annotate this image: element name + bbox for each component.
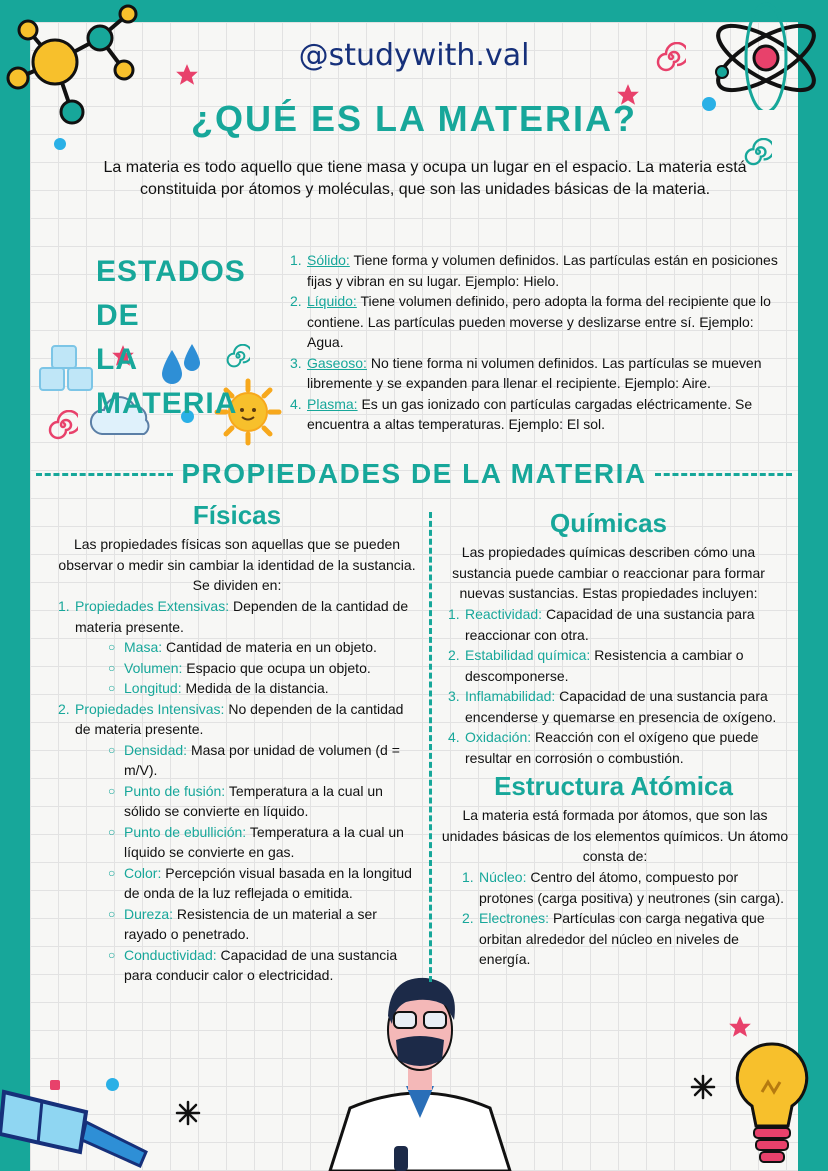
list-item	[58, 740, 418, 781]
section-divider	[36, 458, 792, 490]
property-term: Oxidación:	[465, 729, 532, 745]
list-item	[448, 604, 788, 645]
states-list	[290, 250, 790, 435]
property-term: Volumen:	[124, 659, 183, 676]
goggles-icon	[0, 1082, 150, 1171]
property-term: Inflamabilidad:	[465, 688, 556, 704]
star-icon	[727, 1014, 753, 1040]
quimicas-heading: Químicas	[549, 508, 668, 538]
property-term: Punto de ebullición:	[124, 823, 247, 840]
bullet-icon: ○	[108, 824, 116, 839]
bullet-icon: ○	[108, 640, 116, 654]
item-number: 3.	[290, 354, 302, 371]
list-item	[58, 863, 418, 904]
fisicas-intro: Las propiedades físicas son aquellas que se pueden observar o medir sin cambiar la identidad de la sustancia. Se dividen en:	[58, 536, 416, 593]
state-term: Gaseoso:	[307, 354, 367, 371]
bullet-icon: ○	[108, 947, 116, 962]
dashed-line	[36, 473, 173, 476]
fisicas-heading: Físicas	[192, 500, 282, 530]
quimicas-list	[448, 604, 788, 768]
list-item	[58, 596, 418, 637]
list-item	[58, 637, 418, 658]
list-item	[58, 904, 418, 945]
list-item	[290, 250, 790, 291]
property-text: Partículas con carga negativa que orbitan alrededor del núcleo en niveles de energía.	[479, 910, 765, 967]
list-item	[290, 291, 790, 353]
list-item	[290, 353, 790, 394]
property-term: Núcleo:	[479, 869, 527, 885]
column-divider	[429, 512, 432, 982]
property-term: Densidad:	[124, 741, 188, 758]
estados-heading	[96, 250, 276, 426]
estados-heading-line1: ESTADOS DE	[96, 255, 246, 332]
property-text: Espacio que ocupa un objeto.	[186, 659, 371, 676]
list-item	[58, 781, 418, 822]
list-item	[58, 822, 418, 863]
list-item	[58, 678, 418, 699]
bullet-icon: ○	[108, 865, 116, 880]
author-handle: @studywith.val	[298, 38, 530, 73]
bullet-icon: ○	[108, 681, 116, 695]
list-item	[462, 908, 788, 970]
estructura-intro: La materia está formada por átomos, que son las unidades básicas de los elementos químicos. Un átomo consta de:	[441, 807, 789, 864]
state-text: Es un gas ionizado con partículas cargadas eléctricamente. Se encuentra a altas temperaturas. Ejemplo: El sol.	[307, 395, 753, 432]
property-term: Color:	[124, 864, 162, 881]
item-number: 1.	[58, 598, 70, 614]
property-text: Resistencia a cambiar o descomponerse.	[465, 647, 744, 684]
item-number: 3.	[448, 688, 460, 704]
scientist-illustration	[310, 968, 530, 1171]
ice-cubes-icon	[38, 344, 98, 396]
property-text: Masa por unidad de volumen (d = m/V).	[124, 741, 400, 778]
list-item	[448, 686, 788, 727]
property-term: Propiedades Intensivas:	[75, 700, 225, 717]
property-term: Longitud:	[124, 680, 182, 696]
sparkle-icon	[175, 1100, 201, 1126]
list-item	[58, 945, 418, 986]
list-item	[58, 658, 418, 679]
state-term: Sólido:	[307, 252, 350, 268]
state-text: No tiene forma ni volumen definidos. Las partículas se mueven libremente y se expanden para llenar el recipiente. Ejemplo: Aire.	[307, 354, 762, 391]
list-item	[448, 727, 788, 768]
property-text: Capacidad de una sustancia para conducir calor o electricidad.	[124, 946, 398, 983]
bullet-icon: ○	[108, 906, 116, 921]
property-text: Centro del átomo, compuesto por protones (carga positiva) y neutrones (sin carga).	[479, 869, 785, 906]
item-number: 1.	[290, 252, 302, 268]
property-text: Resistencia de un material a ser rayado o penetrado.	[124, 905, 377, 942]
property-text: Cantidad de materia en un objeto.	[166, 639, 377, 655]
property-text: Dependen de la cantidad de materia presente.	[75, 598, 409, 635]
estructura-heading: Estructura Atómica	[494, 771, 733, 801]
list-item	[58, 699, 418, 740]
bullet-icon: ○	[108, 783, 116, 798]
item-number: 1.	[462, 869, 474, 885]
estados-heading-line2: LA MATERIA	[96, 343, 238, 420]
property-term: Propiedades Extensivas:	[75, 598, 230, 614]
quimicas-intro: Las propiedades químicas describen cómo una sustancia puede cambiar o reaccionar para formar nuevas sustancias. Estas propiedades incluyen:	[452, 544, 765, 601]
property-text: Capacidad de una sustancia para reaccionar con otra.	[465, 606, 755, 643]
item-number: 2.	[290, 293, 302, 309]
property-text: No dependen de la cantidad de materia presente.	[75, 700, 404, 737]
estructura-list	[462, 867, 788, 970]
dashed-line	[655, 473, 792, 476]
property-term: Conductividad:	[124, 946, 217, 963]
intro-paragraph: La materia es todo aquello que tiene masa y ocupa un lugar en el espacio. La materia está constituida por átomos y moléculas, que son las unidades básicas de la materia.	[103, 159, 747, 198]
property-text: Medida de la distancia.	[185, 680, 329, 696]
item-number: 4.	[290, 395, 302, 412]
state-text: Tiene volumen definido, pero adopta la forma del recipiente que lo contiene. Las partículas pueden moverse y deslizarse entre sí. Ejemplo: Agua.	[307, 293, 771, 350]
item-number: 2.	[58, 700, 70, 717]
state-term: Líquido:	[307, 293, 357, 309]
property-term: Reactividad:	[465, 606, 543, 622]
property-term: Masa:	[124, 639, 163, 655]
spiral-icon	[48, 410, 78, 440]
item-number: 2.	[448, 647, 460, 663]
item-number: 2.	[462, 910, 474, 926]
sparkle-icon	[690, 1074, 716, 1100]
bullet-icon: ○	[108, 660, 116, 675]
list-item	[462, 867, 788, 908]
bullet-icon: ○	[108, 742, 116, 757]
property-text: Capacidad de una sustancia para encenderse y quemarse en presencia de oxígeno.	[465, 688, 777, 725]
property-text: Percepción visual basada en la longitud de onda de la luz reflejada o emitida.	[124, 864, 412, 901]
page-title: ¿QUÉ ES LA MATERIA?	[191, 98, 637, 139]
item-number: 4.	[448, 729, 460, 745]
state-term: Plasma:	[307, 395, 358, 412]
item-number: 1.	[448, 606, 460, 622]
fisicas-list	[58, 596, 418, 986]
property-term: Electrones:	[479, 910, 550, 926]
property-text: Reacción con el oxígeno que puede resultar en corrosión o combustión.	[465, 729, 759, 766]
light-bulb-icon	[732, 1040, 812, 1171]
propiedades-heading: PROPIEDADES DE LA MATERIA	[181, 458, 647, 489]
list-item	[290, 394, 790, 435]
property-text: Temperatura a la cual un líquido se convierte en gas.	[124, 823, 404, 860]
property-term: Dureza:	[124, 905, 174, 922]
property-term: Estabilidad química:	[465, 647, 591, 663]
list-item	[448, 645, 788, 686]
property-term: Punto de fusión:	[124, 782, 226, 799]
state-text: Tiene forma y volumen definidos. Las partículas están en posiciones fijas y vibran en su lugar. Ejemplo: Hielo.	[307, 252, 778, 289]
property-text: Temperatura a la cual un sólido se convierte en líquido.	[124, 782, 383, 819]
